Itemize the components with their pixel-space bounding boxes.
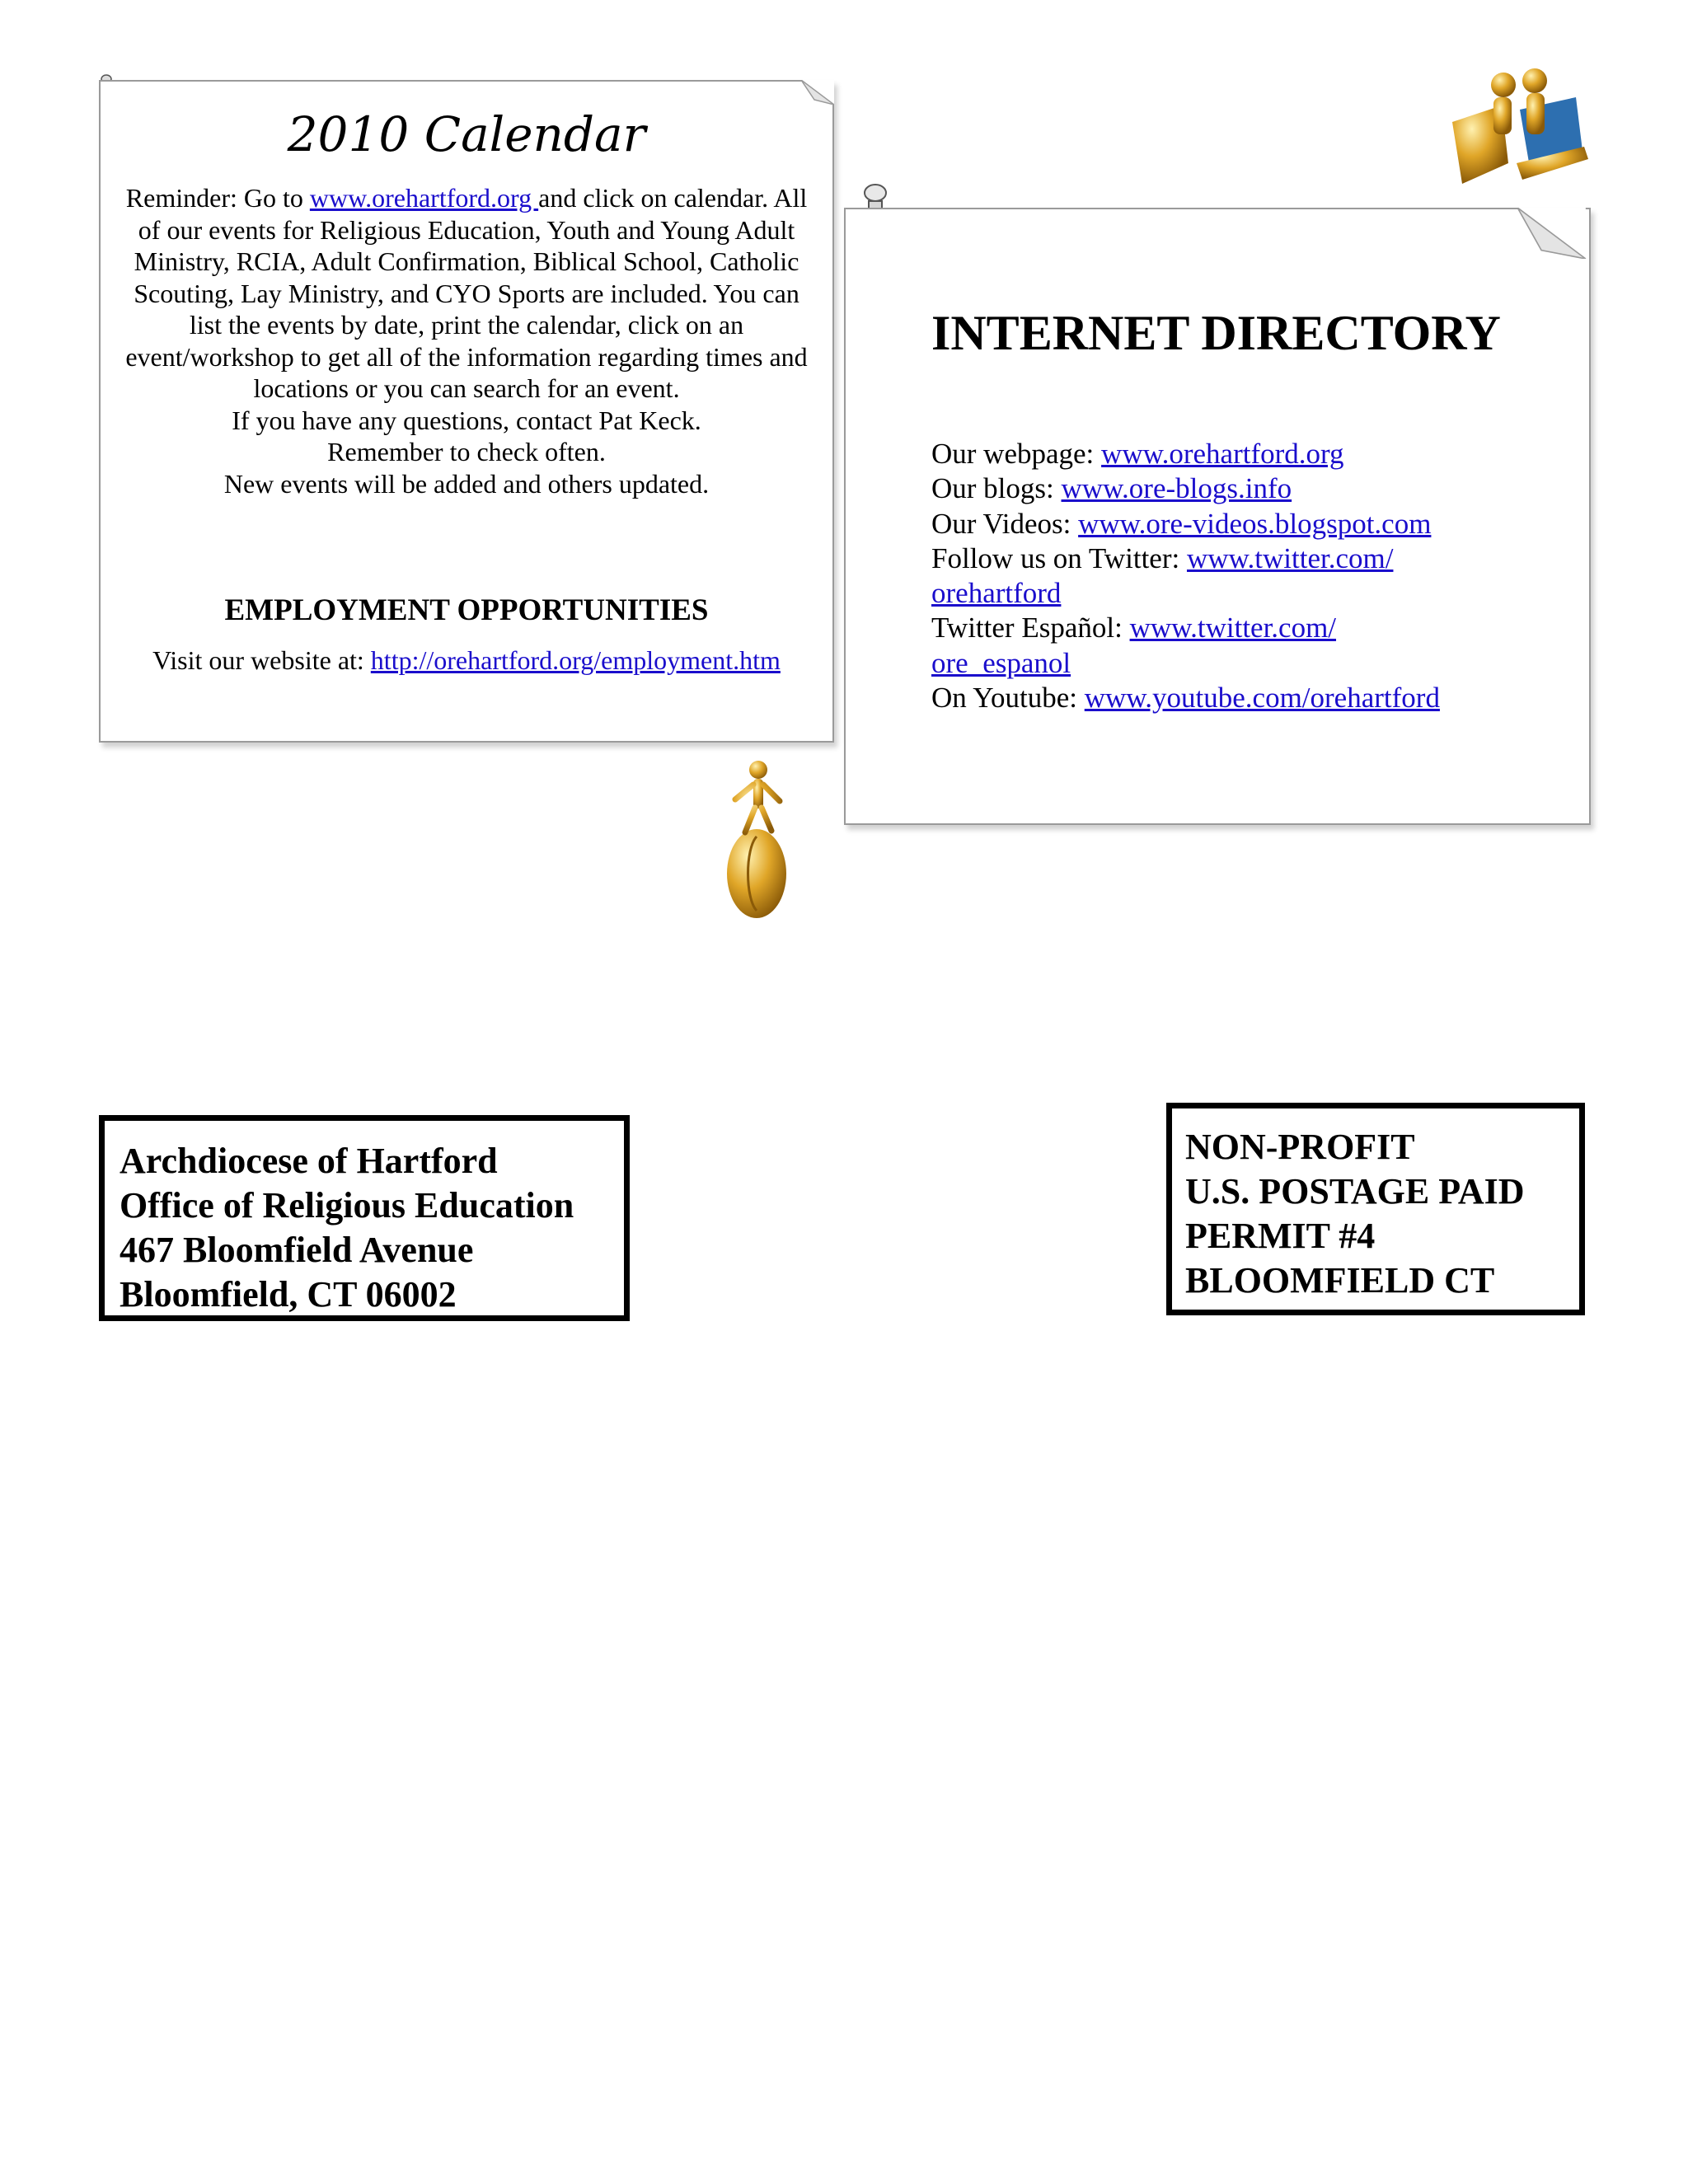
twitter-espanol-link-continued[interactable]: ore_espanol [931,646,1071,679]
internet-directory-note [844,208,1591,825]
address-line-4: Bloomfield, CT 06002 [120,1274,457,1315]
youtube-link[interactable]: www.youtube.com/orehartford [1084,682,1440,715]
twitter-espanol-link[interactable]: www.twitter.com/ [1129,612,1337,644]
gold-figures-laptops-icon [1444,64,1592,188]
page-curl [801,80,834,105]
espanol-label: Twitter Español: [931,612,1130,644]
contact-line: If you have any questions, contact Pat Keck. [232,405,701,435]
update-line: New events will be added and others updated. [223,468,710,499]
postage-line-4: BLOOMFIELD CT [1185,1260,1495,1301]
twitter-link[interactable]: www.twitter.com/ [1186,541,1394,574]
videos-label: Our Videos: [931,507,1079,540]
youtube-label: On Youtube: [931,682,1085,715]
postage-line-2: U.S. POSTAGE PAID [1185,1171,1525,1212]
address-line-2: Office of Religious Education [120,1185,574,1226]
employment-heading: EMPLOYMENT OPPORTUNITIES [224,593,709,627]
videos-link[interactable]: www.ore-videos.blogspot.com [1078,507,1432,540]
postage-indicia [1166,1103,1585,1315]
employment-line [101,645,832,676]
reminder-prefix: Reminder: Go to [125,183,310,213]
blogs-link[interactable]: www.ore-blogs.info [1061,472,1292,505]
reminder-text: and click on calendar. All of our events for Religious Education, Youth and Young Adult Ministry, RCIA, Adult Confirmation, Biblical School, Catholic Scouting, Lay Ministry, and CYO Sports are included. You can list the events by date, print the calendar, click on an event/workshop to get all of the information regarding times and locations or you can search for an event. [125,183,808,403]
return-address [99,1115,630,1321]
postage-line-3: PERMIT #4 [1185,1216,1376,1256]
twitter-link-continued[interactable]: orehartford [931,577,1062,610]
webpage-label: Our webpage: [931,438,1102,470]
calendar-reminder [125,182,808,499]
calendar-note [99,80,834,743]
address-line-3: 467 Bloomfield Avenue [120,1230,474,1270]
check-line: Remember to check often. [327,437,606,466]
blogs-label: Our blogs: [931,472,1062,505]
calendar-title: 2010 Calendar [287,106,646,162]
employment-label: Visit our website at: [152,645,371,675]
webpage-link[interactable]: www.orehartford.org [1101,438,1344,470]
postage-line-1: NON-PROFIT [1185,1127,1415,1167]
page-curl [1512,208,1591,259]
employment-link[interactable]: http://orehartford.org/employment.htm [370,645,781,675]
gold-figure-mouse-icon [720,758,803,923]
directory-list [931,437,1440,715]
address-line-1: Archdiocese of Hartford [120,1141,498,1181]
twitter-label: Follow us on Twitter: [931,541,1187,574]
directory-title: INTERNET DIRECTORY [931,306,1501,360]
orehartford-link[interactable]: www.orehartford.org [309,183,539,213]
